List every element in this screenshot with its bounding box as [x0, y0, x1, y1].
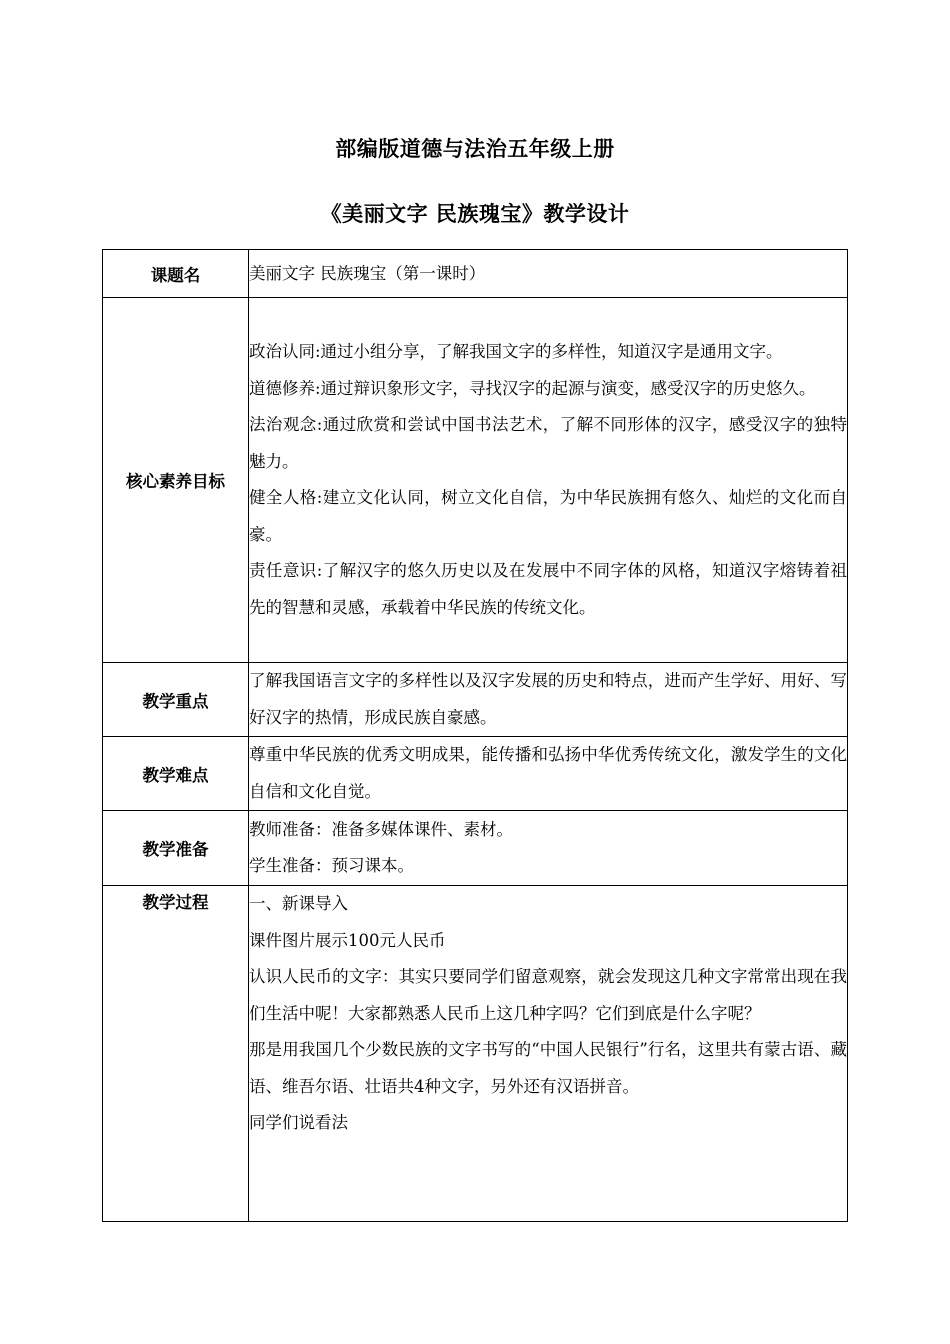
- table-row-key-points: [103, 663, 848, 737]
- goals-content: [249, 298, 848, 663]
- goals-label: 核心素养目标: [103, 298, 249, 663]
- goal-item: 健全人格:建立文化认同，树立文化自信，为中华民族拥有悠久、灿烂的文化而自豪。: [249, 488, 847, 544]
- goal-item: 政治认同:通过小组分享，了解我国文字的多样性，知道汉字是通用文字。: [249, 342, 783, 361]
- process-item: 那是用我国几个少数民族的文字书写的“中国人民银行”行名，这里共有蒙古语、藏语、维吾尔语、壮语共4种文字，另外还有汉语拼音。: [249, 1040, 847, 1096]
- preparation-label: 教学准备: [103, 811, 249, 886]
- process-item: 一、新课导入: [249, 894, 348, 913]
- document-title: 部编版道德与法治五年级上册: [335, 137, 615, 161]
- goal-item: 法治观念:通过欣赏和尝试中国书法艺术，了解不同形体的汉字，感受汉字的独特魅力。: [249, 415, 847, 471]
- table-row-preparation: [103, 811, 848, 886]
- process-item: 同学们说看法: [249, 1113, 348, 1132]
- preparation-item: 学生准备：预习课本。: [249, 856, 414, 875]
- goal-item: 责任意识:了解汉字的悠久历史以及在发展中不同字体的风格，知道汉字熔铸着祖先的智慧和灵感，承载着中华民族的传统文化。: [249, 561, 847, 617]
- document-subtitle: 《美丽文字 民族瑰宝》教学设计: [320, 202, 630, 226]
- lesson-plan-table: [102, 249, 848, 1222]
- difficulties-value: 尊重中华民族的优秀文明成果，能传播和弘扬中华优秀传统文化，激发学生的文化自信和文化自觉。: [249, 737, 848, 811]
- preparation-content: [249, 811, 848, 886]
- goal-item: 道德修养:通过辩识象形文字，寻找汉字的起源与演变，感受汉字的历史悠久。: [249, 378, 816, 398]
- table-row-difficulties: [103, 737, 848, 811]
- table-row-process: [103, 886, 848, 1222]
- process-label: 教学过程: [103, 886, 249, 1222]
- table-row-goals: [103, 298, 848, 663]
- key-points-label: 教学重点: [103, 663, 249, 737]
- process-item: 认识人民币的文字：其实只要同学们留意观察，就会发现这几种文字常常出现在我们生活中呢！大家都熟悉人民币上这几种字吗？它们到底是什么字呢？: [249, 967, 847, 1023]
- process-item: 课件图片展示100元人民币: [249, 930, 446, 950]
- process-content: [249, 886, 848, 1222]
- preparation-item: 教师准备：准备多媒体课件、素材。: [249, 819, 513, 839]
- key-points-value: 了解我国语言文字的多样性以及汉字发展的历史和特点，进而产生学好、用好、写好汉字的热情，形成民族自豪感。: [249, 663, 848, 737]
- difficulties-label: 教学难点: [103, 737, 249, 811]
- table-row-topic: [103, 250, 848, 298]
- topic-label: 课题名: [103, 250, 249, 298]
- topic-value: 美丽文字 民族瑰宝（第一课时）: [249, 250, 848, 298]
